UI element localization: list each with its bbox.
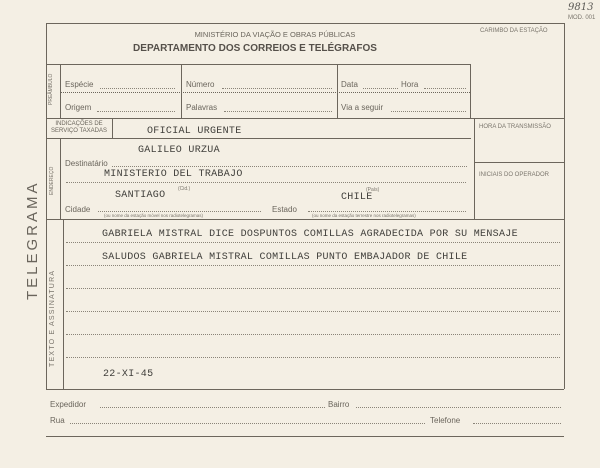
origem-line [97, 111, 175, 112]
department-name: DEPARTAMENTO DOS CORREIOS E TELÉGRAFOS [133, 43, 377, 54]
especie-line [100, 88, 175, 89]
preamble-left [60, 64, 61, 118]
palavras-line [224, 111, 332, 112]
body-line-2 [66, 265, 560, 266]
form-title: TELEGRAMA [24, 180, 41, 300]
right-column-divider [474, 118, 475, 219]
numero-label: Número [186, 80, 215, 89]
right-column-mid [474, 162, 564, 163]
especie-label: Espécie [65, 80, 94, 89]
cidade-line [98, 211, 261, 212]
preamble-divider-1 [181, 64, 182, 118]
bairro-label: Bairro [328, 400, 350, 409]
address-side-label: ENDEREÇO [49, 166, 55, 195]
preamble-mid [60, 92, 470, 93]
address-left [60, 138, 61, 219]
expedidor-line [100, 407, 325, 408]
state-small-label: (País) [366, 187, 380, 193]
palavras-label: Palavras [186, 103, 218, 112]
address-line-2 [66, 182, 466, 183]
telefone-line [473, 423, 561, 424]
body-line-4 [66, 311, 560, 312]
expedidor-label: Expedidor [50, 400, 87, 409]
body-line-1 [66, 242, 560, 243]
frame-right-upper [564, 23, 565, 219]
ministry-name: MINISTÉRIO DA VIAÇÃO E OBRAS PÚBLICAS [194, 30, 356, 39]
body-side-label: TEXTO E ASSINATURA [49, 269, 56, 367]
body-line-5 [66, 334, 560, 335]
numero-line [222, 88, 332, 89]
via-line [391, 111, 466, 112]
bairro-line [356, 407, 561, 408]
frame-bottom [46, 436, 564, 437]
message-date: 22-XI-45 [103, 369, 154, 380]
service-label: INDICAÇÕES DE SERVIÇO TAXADAS [50, 121, 108, 134]
rua-label: Rua [50, 416, 65, 425]
recipient-name: GALILEO URZUA [138, 145, 220, 156]
service-label-divider [112, 118, 113, 138]
state-value: CHILE [341, 192, 373, 203]
destinatario-line [112, 166, 467, 167]
frame-top [46, 23, 564, 24]
body-top [46, 219, 564, 220]
service-bottom [46, 138, 471, 139]
archive-number: 9813 [568, 2, 594, 13]
data-line [363, 88, 398, 89]
body-left-outer [46, 219, 47, 389]
message-line-2: SALUDOS GABRIELA MISTRAL COMILLAS PUNTO EMBAJADOR DE CHILE [102, 252, 468, 263]
via-label: Via a seguir [341, 103, 384, 112]
origem-label: Origem [65, 103, 92, 112]
preamble-right [470, 64, 471, 118]
preamble-top [46, 64, 471, 65]
recipient-org: MINISTERIO DEL TRABAJO [104, 169, 243, 180]
transmission-time-label: HORA DA TRANSMISSÃO [479, 124, 551, 130]
telefone-label: Telefone [430, 416, 461, 425]
body-left [63, 219, 64, 389]
city-small-label: (Cid.) [178, 186, 191, 192]
preamble-divider-2 [337, 64, 338, 118]
service-value: OFICIAL URGENTE [147, 126, 242, 137]
state-note: (ou nome da estação terrestre nos radiotelegramas) [312, 213, 416, 218]
stamp-label: CARIMBO DA ESTAÇÃO [480, 28, 548, 34]
body-bottom [46, 389, 564, 390]
cidade-label: Cidade [65, 205, 91, 214]
frame-left-upper [46, 23, 47, 219]
body-right [564, 219, 565, 389]
model-code: MOD. 001 [568, 15, 596, 21]
estado-line [308, 211, 466, 212]
hora-label: Hora [401, 80, 419, 89]
city-note: (ou nome da estação móvel nos radiotelegramas) [104, 213, 204, 218]
message-line-1: GABRIELA MISTRAL DICE DOSPUNTOS COMILLAS AGRADECIDA POR SU MENSAJE [102, 229, 518, 240]
body-line-6 [66, 357, 560, 358]
data-label: Data [341, 80, 358, 89]
service-top [46, 118, 564, 119]
estado-label: Estado [272, 205, 297, 214]
rua-line [70, 423, 425, 424]
hora-line [424, 88, 466, 89]
body-line-3 [66, 288, 560, 289]
operator-initials-label: INICIAIS DO OPERADOR [479, 172, 550, 178]
destinatario-label: Destinatário [65, 159, 108, 168]
city-value: SANTIAGO [115, 190, 166, 201]
preamble-side-label: PREÂMBULO [48, 73, 54, 105]
